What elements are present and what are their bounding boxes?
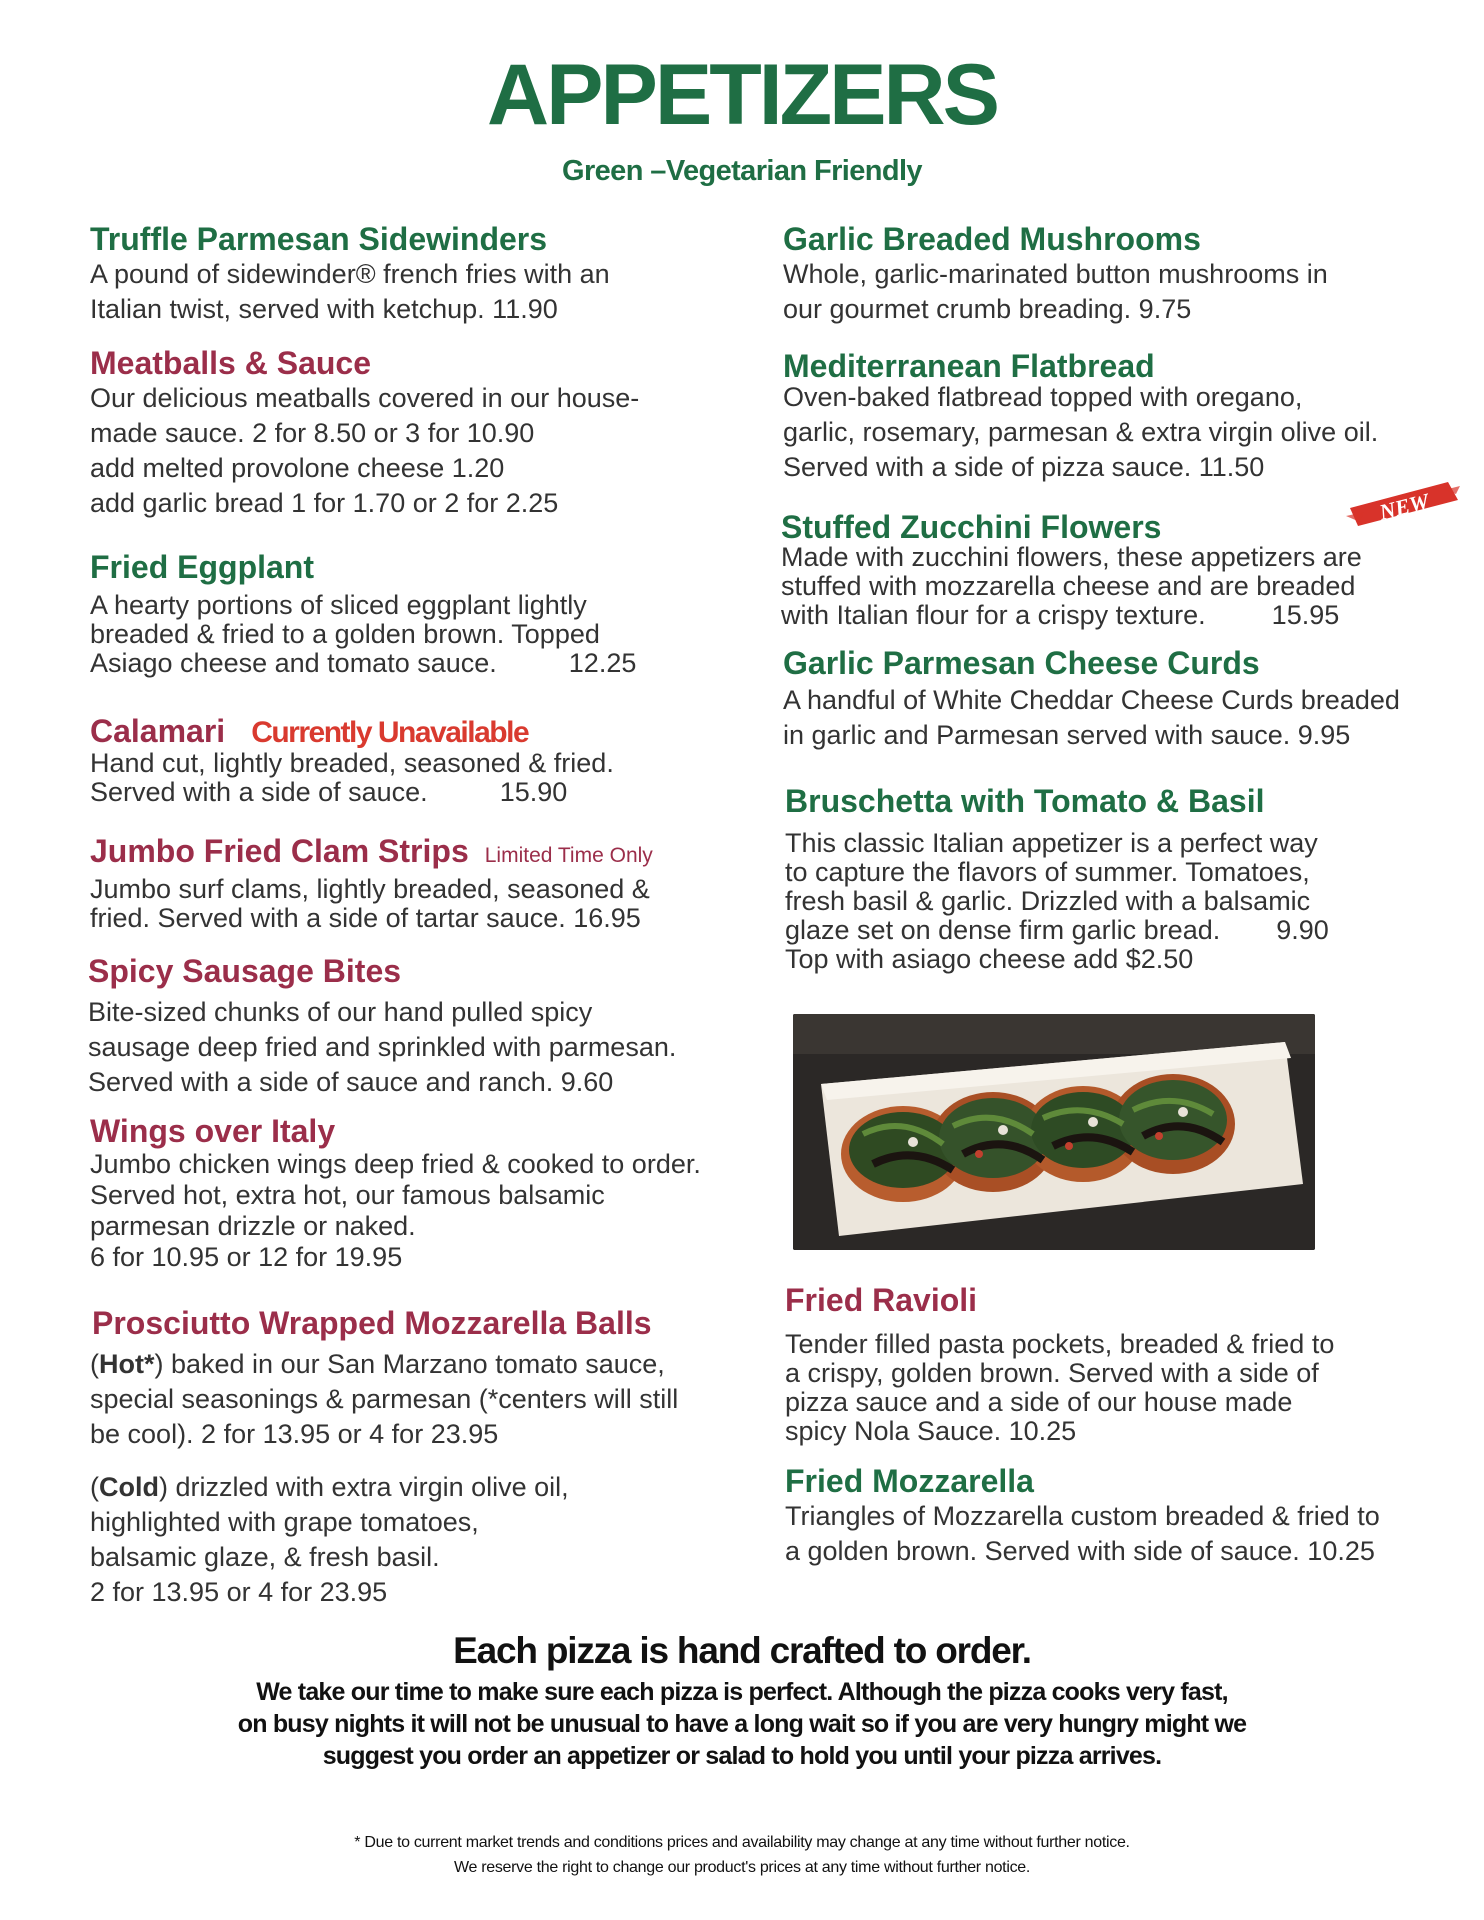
menu-item-wings-over-italy [90, 1114, 701, 1273]
item-name: Spicy Sausage Bites [88, 953, 402, 989]
item-name: Fried Ravioli [785, 1282, 978, 1318]
item-description: Made with zucchini flowers, these appetizers are stuffed with mozzarella cheese and are breaded with Italian flour for a crispy texture. 15.95 [781, 542, 1362, 631]
item-price: 9.90 [1276, 915, 1329, 946]
menu-item-calamari [90, 714, 614, 807]
menu-item-jumbo-fried-clam-strips [90, 834, 653, 933]
item-description: Whole, garlic-marinated button mushrooms in our gourmet crumb breading. 9.75 [783, 259, 1328, 325]
item-price: 15.90 [499, 777, 568, 808]
item-name: Wings over Italy [90, 1113, 336, 1149]
item-name: Jumbo Fried Clam Strips Limited Time Only [90, 833, 653, 869]
item-name: Fried Mozzarella [785, 1463, 1034, 1499]
menu-item-prosciutto-wrapped-mozzarella-balls [92, 1306, 678, 1610]
item-name: Garlic Parmesan Cheese Curds [783, 645, 1260, 681]
item-name: Calamari Currently Unavailable [90, 713, 529, 749]
menu-item-stuffed-zucchini-flowers [781, 510, 1362, 630]
price-disclaimer: * Due to current market trends and conditions prices and availability may change at any time without further notice. We reserve the right to change our product's prices at any time without further notice. [354, 1834, 1130, 1876]
item-description: A hearty portions of sliced eggplant lightly breaded & fried to a golden brown. Topped Asiago cheese and tomato sauce. 12.25 [90, 590, 637, 679]
menu-item-fried-ravioli [785, 1283, 1334, 1446]
cold-label: Cold [99, 1472, 159, 1503]
menu-item-spicy-sausage-bites [88, 954, 676, 1100]
item-description: A pound of sidewinder® french fries with an Italian twist, served with ketchup. 11.90 [90, 259, 610, 325]
item-description-cold: (Cold) drizzled with extra virgin olive oil, highlighted with grape tomatoes, balsamic glaze, & fresh basil. 2 for 13.95 or 4 for 23.95 [90, 1472, 569, 1608]
item-description: Our delicious meatballs covered in our house- made sauce. 2 for 8.50 or 3 for 10.90 add melted provolone cheese 1.20 add garlic bread 1 for 1.70 or 2 for 2.25 [90, 383, 640, 519]
menu-item-bruschetta-with-tomato-and-basil [785, 784, 1329, 974]
item-description: Jumbo chicken wings deep fried & cooked to order. Served hot, extra hot, our famous balsamic parmesan drizzle or naked. 6 for 10.95 or 12 for 19.95 [90, 1149, 701, 1273]
item-description: This classic Italian appetizer is a perfect way to capture the flavors of summer. Tomatoes, fresh basil & garlic. Drizzled with a balsamic glaze set on dense firm garlic bread. 9.90 Top with asiago cheese add $2.50 [785, 828, 1329, 975]
menu-item-garlic-breaded-mushrooms [783, 222, 1328, 327]
item-name: Meatballs & Sauce [90, 345, 371, 381]
item-name: Stuffed Zucchini Flowers [781, 509, 1162, 545]
item-description-hot: (Hot*) baked in our San Marzano tomato sauce, special seasonings & parmesan (*centers will still be cool). 2 for 13.95 or 4 for 23.95 [90, 1349, 679, 1450]
item-name: Garlic Breaded Mushrooms [783, 221, 1201, 257]
item-name: Truffle Parmesan Sidewinders [90, 221, 548, 257]
item-price: 12.25 [568, 648, 637, 679]
menu-item-meatballs-and-sauce [90, 346, 639, 521]
footer-paragraph: We take our time to make sure each pizza is perfect. Although the pizza cooks very fast, on busy nights it will not be unusual to have a long wait so if you are very hungry might we suggest you order an appetizer or salad to hold you until your pizza arrives. [237, 1678, 1247, 1770]
item-description: Tender filled pasta pockets, breaded & fried to a crispy, golden brown. Served with a side of pizza sauce and a side of our house made spicy Nola Sauce. 10.25 [785, 1329, 1335, 1447]
menu-item-fried-mozzarella [785, 1464, 1380, 1569]
item-description: Bite-sized chunks of our hand pulled spicy sausage deep fried and sprinkled with parmesan. Served with a side of sauce and ranch. 9.60 [88, 997, 677, 1098]
new-badge-text: NEW [1376, 488, 1432, 525]
menu-item-mediterranean-flatbread [783, 349, 1378, 485]
hot-label: Hot* [99, 1349, 155, 1380]
item-name: Prosciutto Wrapped Mozzarella Balls [92, 1305, 652, 1341]
item-description: Triangles of Mozzarella custom breaded & fried to a golden brown. Served with side of sauce. 10.25 [785, 1501, 1380, 1567]
menu-item-garlic-parmesan-cheese-curds [783, 646, 1400, 753]
bruschetta-photo [793, 1014, 1315, 1250]
item-description: Jumbo surf clams, lightly breaded, seasoned & fried. Served with a side of tartar sauce. 16.95 [90, 874, 650, 934]
item-price: 15.95 [1271, 600, 1340, 631]
item-name: Fried Eggplant [90, 549, 314, 585]
page-title: APPETIZERS [487, 47, 997, 143]
menu-item-truffle-parmesan-sidewinders [90, 222, 610, 327]
limited-time-badge: Limited Time Only [484, 844, 653, 867]
footer-headline: Each pizza is hand crafted to order. [453, 1630, 1031, 1671]
item-description: Oven-baked flatbread topped with oregano, garlic, rosemary, parmesan & extra virgin olive oil. Served with a side of pizza sauce. 11.50 [783, 382, 1379, 483]
item-description: A handful of White Cheddar Cheese Curds breaded in garlic and Parmesan served with sauce. 9.95 [783, 685, 1400, 751]
item-name: Mediterranean Flatbread [783, 348, 1155, 384]
item-name: Bruschetta with Tomato & Basil [785, 783, 1265, 819]
item-description: Hand cut, lightly breaded, seasoned & fried. Served with a side of sauce. 15.90 [90, 748, 614, 808]
menu-item-fried-eggplant [90, 550, 636, 678]
unavailable-badge: Currently Unavailable [251, 716, 529, 749]
page-subtitle: Green –Vegetarian Friendly [562, 155, 922, 187]
